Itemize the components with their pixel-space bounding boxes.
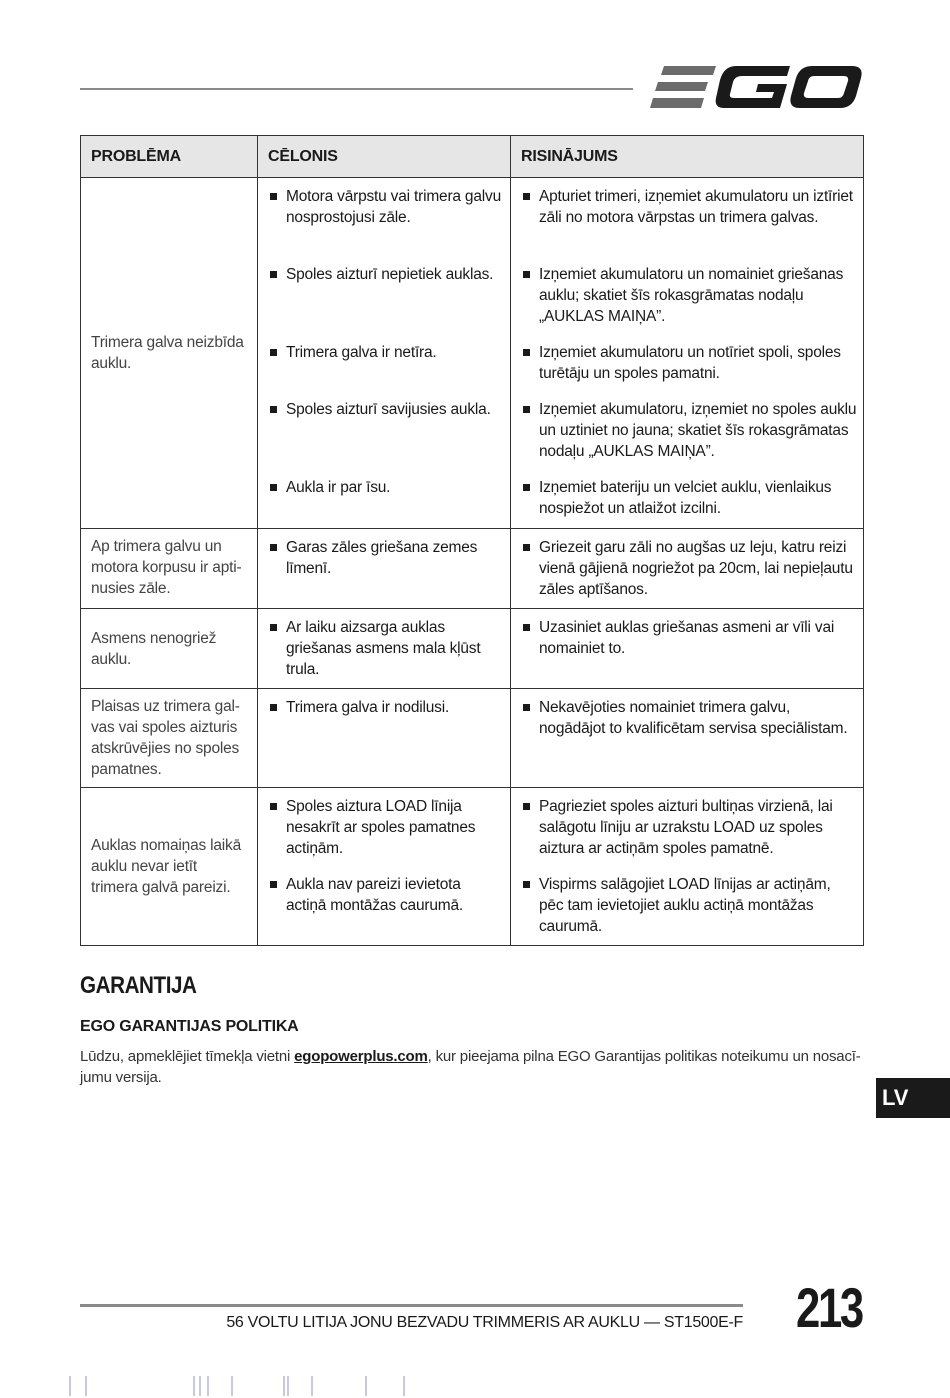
cause-cell [258,788,511,946]
table-row [81,178,864,529]
problem-cell: Ap trimera galvu un motora korpusu ir apti-nusies zāle. [81,529,258,609]
troubleshooting-table [80,135,864,946]
table-row [81,689,864,788]
solution-item: Uzasiniet auklas griešanas asmeni ar vīli vai nomainiet to. [511,617,863,659]
warranty-subtitle: EGO GARANTIJAS POLITIKA [80,1018,299,1035]
logo-letter-e [650,66,716,108]
solution-cell [511,788,864,946]
problem-cell: Trimera galva neizbīda auklu. [81,178,258,529]
header-problem: PROBLĒMA [81,136,258,178]
cause-item: Trimera galva ir nodilusi. [258,697,510,718]
solution-item: Griezeit garu zāli no augšas uz leju, katru reizi vienā gājienā nogriežot pa 20cm, lai nepieļautu zāles aptīšanos. [511,537,863,600]
solution-cell [511,689,864,788]
language-tab: LV [876,1078,950,1118]
solution-item: Nekavējoties nomainiet trimera galvu, nogādājot to kvalificētam servisa speciālistam. [511,697,863,739]
solution-cell [511,529,864,609]
cause-item: Spoles aizturī nepietiek auklas. [258,264,510,328]
page-number: 213 [796,1276,862,1339]
cause-item: Aukla ir par īsu. [258,477,510,520]
cause-item: Spoles aiztura LOAD līnija nesakrīt ar spoles pamatnes actiņām. [258,796,510,860]
solution-item: Vispirms salāgojiet LOAD līnijas ar actiņām, pēc tam ievietojiet auklu actiņā montāžas caurumā. [511,874,863,937]
cause-item: Garas zāles griešana zemes līmenī. [258,537,510,579]
cause-item: Aukla nav pareizi ievietota actiņā montāžas caurumā. [258,874,510,916]
problem-cell: Plaisas uz trimera gal-vas vai spoles aizturis atskrūvējies no spoles pamatnes. [81,689,258,788]
cause-cell [258,689,511,788]
cause-item: Ar laiku aizsarga auklas griešanas asmens mala kļūst trula. [258,617,510,680]
solution-item: Izņemiet akumulatoru, izņemiet no spoles auklu un uztiniet no jauna; skatiet šīs rokasgrāmatas nodaļu „AUKLAS MAIŅA”. [511,399,863,463]
cause-item: Trimera galva ir netīra. [258,342,510,385]
problem-cell: Asmens nenogriež auklu. [81,609,258,689]
table-row [81,609,864,689]
logo-letter-g [716,66,790,108]
ego-logo [650,62,862,112]
warranty-link[interactable]: egopowerplus.com [294,1048,428,1065]
solution-item: Izņemiet bateriju un velciet auklu, vienlaikus nospiežot un atlaižot izcilni. [511,477,863,520]
warranty-title: GARANTIJA [80,972,197,999]
footer-rule [80,1304,743,1307]
cause-cell [258,529,511,609]
table-header-row [81,136,864,178]
cause-item: Spoles aizturī savijusies aukla. [258,399,510,463]
solution-item: Pagrieziet spoles aizturi bultiņas virzienā, lai salāgotu līniju ar uzrakstu LOAD uz spoles aiztura ar actiņām spoles pamatnē. [511,796,863,860]
warranty-text-after: , kur pieejama pilna EGO Garantijas politikas noteikumu un nosacī-jumu versija. [80,1048,861,1086]
print-marks [60,1376,460,1396]
table-row [81,529,864,609]
table-row [81,788,864,946]
warranty-text-before: Lūdzu, apmeklējiet tīmekļa vietni [80,1048,295,1065]
header-solution: RISINĀJUMS [511,136,864,178]
cause-item: Motora vārpstu vai trimera galvu nosprostojusi zāle. [258,186,510,250]
solution-cell [511,609,864,689]
cause-cell [258,178,511,529]
solution-item: Izņemiet akumulatoru un nomainiet griešanas auklu; skatiet šīs rokasgrāmatas nodaļu „AUKLAS MAIŅA”. [511,264,863,328]
warranty-paragraph [80,1046,865,1088]
footer-title: 56 VOLTU LITIJA JONU BEZVADU TRIMMERIS AR AUKLU — ST1500E-F [226,1314,743,1331]
problem-cell: Auklas nomaiņas laikā auklu nevar ietīt trimera galvā pareizi. [81,788,258,946]
header-rule [80,88,633,90]
solution-item: Izņemiet akumulatoru un notīriet spoli, spoles turētāju un spoles pamatni. [511,342,863,385]
cause-cell [258,609,511,689]
header-cause: CĒLONIS [258,136,511,178]
solution-item: Apturiet trimeri, izņemiet akumulatoru un iztīriet zāli no motora vārpstas un trimera galvas. [511,186,863,250]
logo-letter-o [790,66,861,108]
solution-cell [511,178,864,529]
